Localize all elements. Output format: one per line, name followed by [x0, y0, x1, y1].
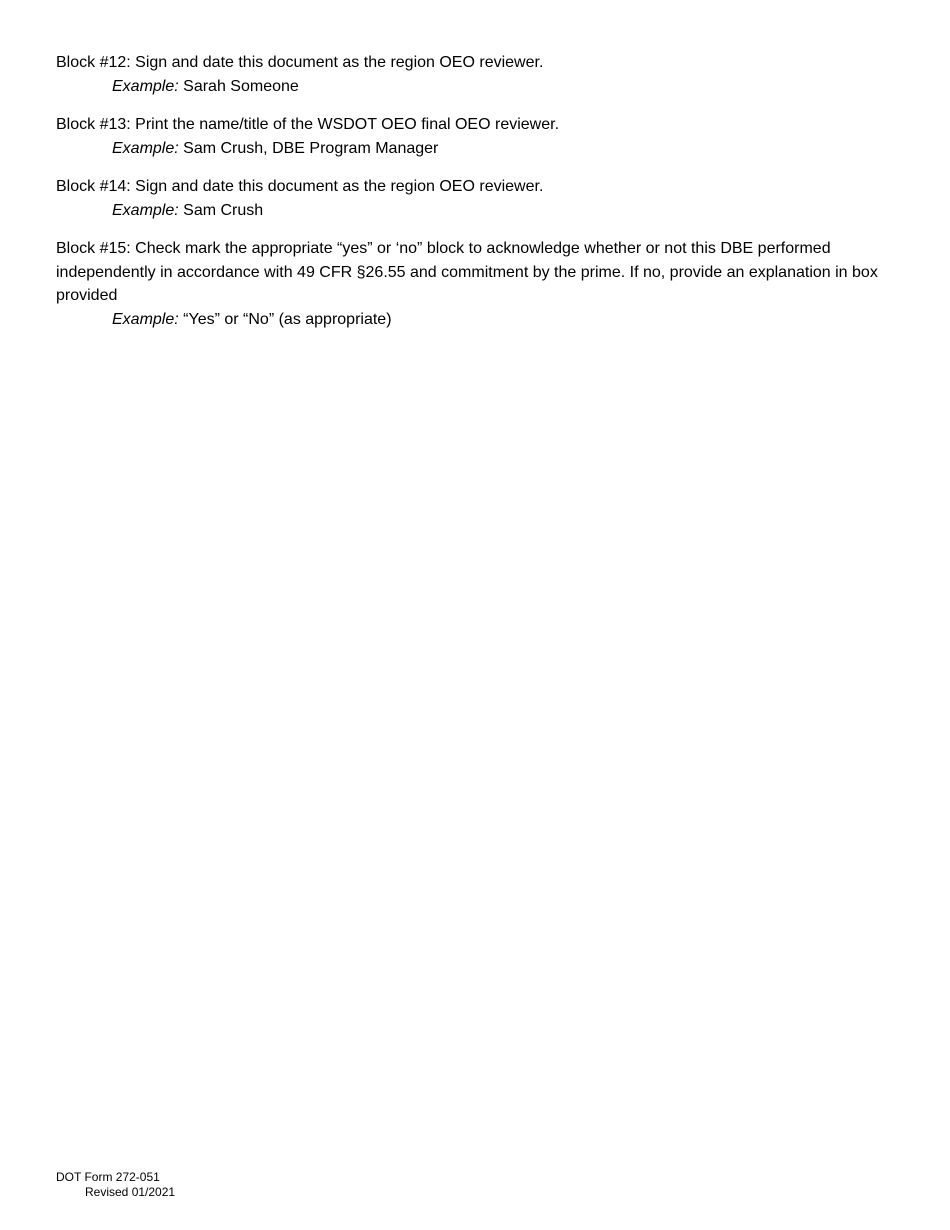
example-line: [56, 75, 888, 99]
instruction-text: Block #15: Check mark the appropriate “yes” or ‘no” block to acknowledge whether or not this DBE performed independently in accordance with 49 CFR §26.55 and commitment by the prime. If no, provide an explanation in box provided: [56, 240, 878, 304]
instruction-block-15: [56, 237, 888, 331]
example-line: [56, 137, 888, 161]
page-footer: [56, 1170, 175, 1200]
revision-date: Revised 01/2021: [85, 1185, 176, 1199]
instruction-text: Block #14: Sign and date this document as the region OEO reviewer.: [56, 178, 544, 195]
instruction-block-14: [56, 175, 888, 222]
document-body: [56, 51, 888, 346]
instruction-block-13: [56, 113, 888, 160]
example-value: Sam Crush, DBE Program Manager: [183, 139, 439, 157]
example-label: Example:: [112, 77, 179, 95]
instruction-text: Block #12: Sign and date this document as the region OEO reviewer.: [56, 54, 544, 71]
example-label: Example:: [112, 139, 179, 157]
example-label: Example:: [112, 310, 179, 328]
example-line: [56, 308, 888, 332]
instruction-text: Block #13: Print the name/title of the WSDOT OEO final OEO reviewer.: [56, 116, 560, 133]
example-value: Sarah Someone: [183, 77, 299, 95]
form-number: DOT Form 272-051: [56, 1170, 160, 1184]
example-value: “Yes” or “No” (as appropriate): [183, 310, 392, 328]
instruction-block-12: [56, 51, 888, 98]
example-label: Example:: [112, 201, 179, 219]
example-line: [56, 199, 888, 223]
example-value: Sam Crush: [183, 201, 264, 219]
